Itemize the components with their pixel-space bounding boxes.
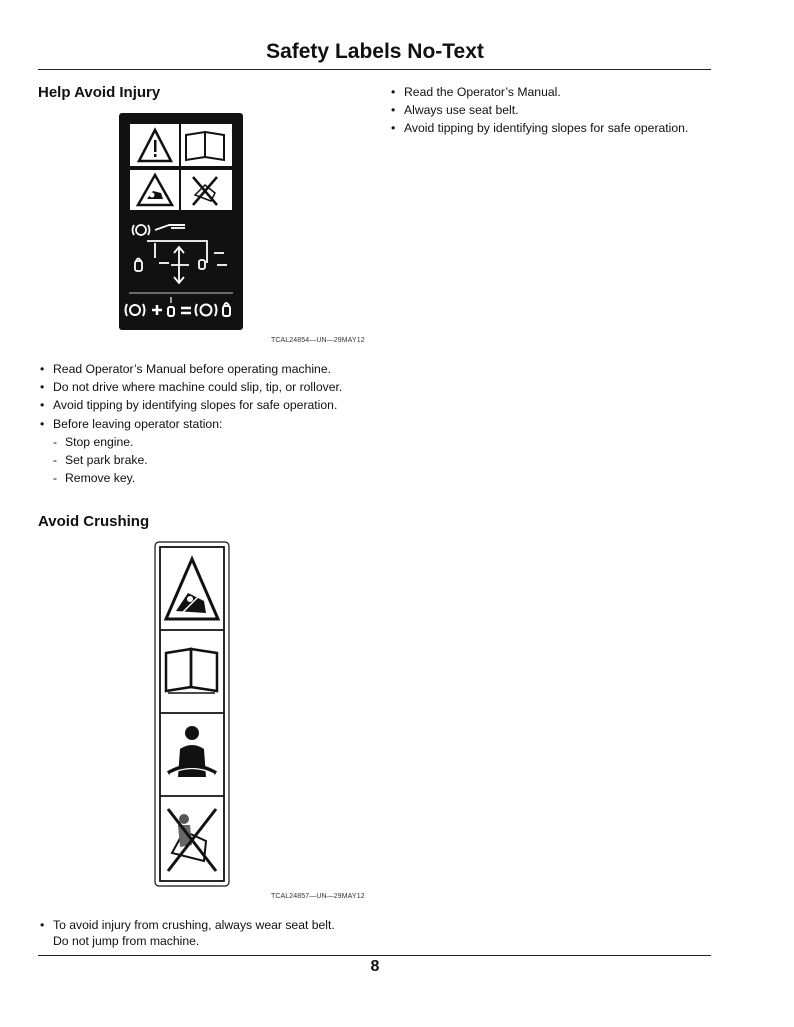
list-item: • Read Operator’s Manual before operating machine. bbox=[38, 360, 378, 378]
section-heading-help-avoid-injury: Help Avoid Injury bbox=[38, 84, 161, 101]
sub-list-item: - Set park brake. bbox=[53, 451, 378, 469]
list-item: • Do not drive where machine could slip, tip, or rollover. bbox=[38, 378, 378, 396]
help-avoid-injury-list bbox=[38, 360, 378, 487]
sub-list bbox=[53, 433, 378, 488]
sub-list-item: - Stop engine. bbox=[53, 433, 378, 451]
list-item: • Always use seat belt. bbox=[389, 101, 719, 119]
list-item bbox=[38, 415, 378, 488]
page-title: Safety Labels No-Text bbox=[266, 40, 484, 63]
avoid-crushing-list bbox=[38, 917, 378, 949]
list-item-line: • To avoid injury from crushing, always wear seat belt. bbox=[53, 918, 335, 932]
list-item-line: Do not jump from machine. bbox=[53, 934, 200, 948]
list-item: • Avoid tipping by identifying slopes for safe operation. bbox=[389, 119, 719, 137]
sub-list-item: - Remove key. bbox=[53, 469, 378, 487]
list-item bbox=[38, 917, 378, 949]
list-item: • Read the Operator’s Manual. bbox=[389, 83, 719, 101]
safety-label-help-avoid-injury bbox=[119, 113, 243, 330]
figure-caption-help-avoid-injury: TCAL24854—UN—29MAY12 bbox=[271, 337, 365, 344]
safety-label-avoid-crushing bbox=[154, 541, 230, 887]
bottom-rule bbox=[38, 955, 711, 956]
right-column-list bbox=[389, 83, 719, 138]
page-number: 8 bbox=[370, 958, 380, 975]
list-item: • Avoid tipping by identifying slopes for safe operation. bbox=[38, 396, 378, 414]
figure-caption-avoid-crushing: TCAL24857—UN—29MAY12 bbox=[271, 893, 365, 900]
section-heading-avoid-crushing: Avoid Crushing bbox=[38, 513, 150, 530]
list-item-text: Before leaving operator station: bbox=[53, 416, 223, 431]
top-rule bbox=[38, 69, 711, 70]
